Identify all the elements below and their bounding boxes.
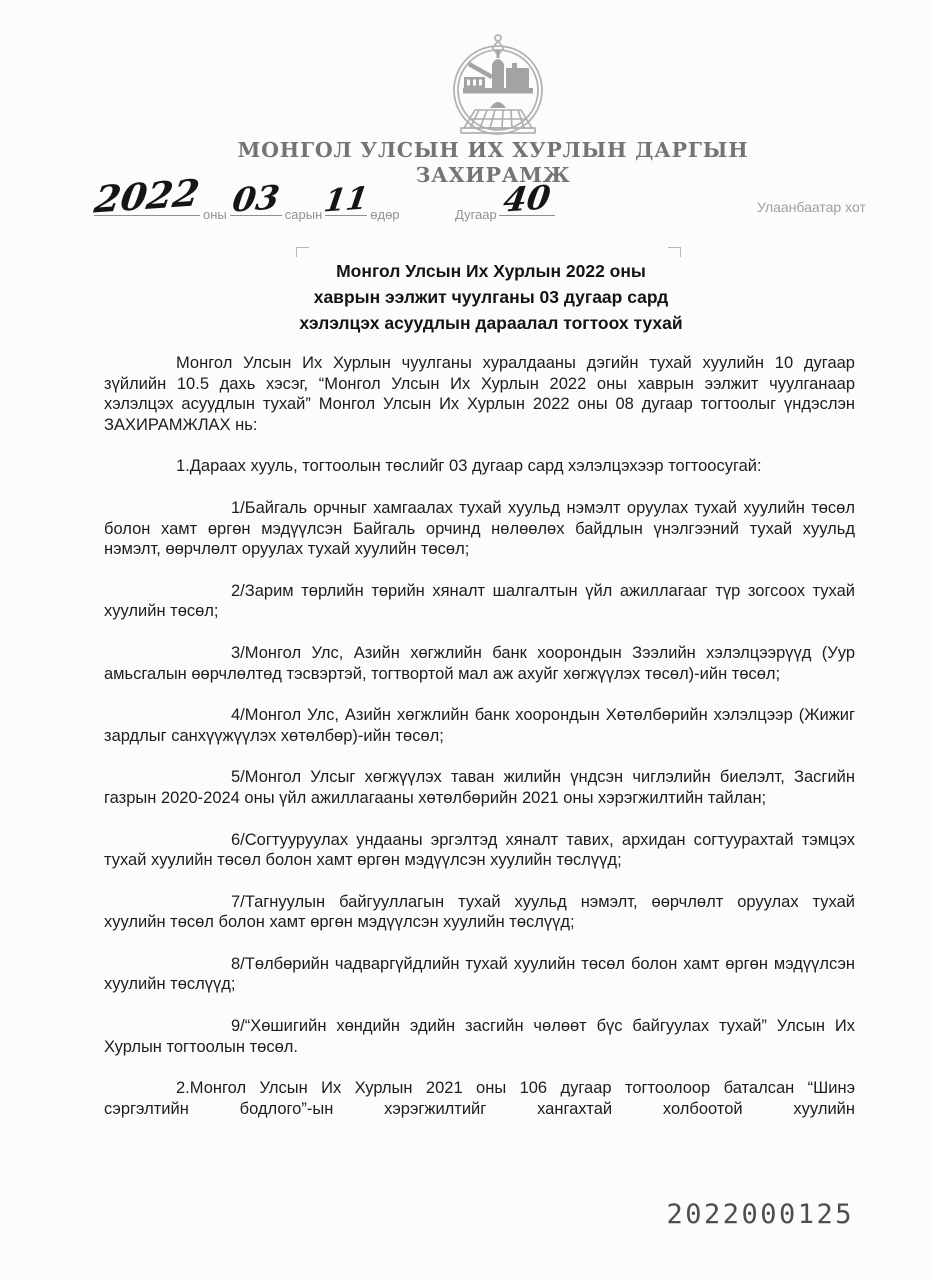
month-label: сарын [284,207,323,222]
day-handwritten-value: 11 [321,180,371,220]
paragraph-item-5: 5/Монгол Улсыг хөгжүүлэх таван жилийн үндсэн чиглэлийн биелэлт, Засгийн газрын 2020-2024 оны үйл ажиллагааны хөтөлбөрийн 2021 оны хэрэгжилтийн тайлан; [104,768,855,807]
paragraph-item-4: 4/Монгол Улс, Азийн хөгжлийн банк хоорондын Хөтөлбөрийн хэлэлцээр (Жижиг зардлыг санхүүжүүлэх хөтөлбөр)-ийн төсөл; [104,706,855,745]
number-label: Дугаар [455,207,497,222]
document-title-line1: Монгол Улсын Их Хурлын 2022 оны [336,261,646,281]
paragraph-item-7: 7/Тагнуулын байгууллагын тухай хуульд нэмэлт, өөрчлөлт оруулах тухай хуулийн төсөл болон хамт өргөн мэдүүлсэн хуулийн төслүүд; [104,892,855,932]
year-field [91,167,203,222]
day-label: өдөр [370,207,400,222]
document-number-group [452,168,555,222]
day-field [321,167,371,220]
state-emblem-icon [439,28,557,140]
paragraph-item-8: 8/Төлбөрийн чадваргүйдлийн тухай хуулийн төсөл болон хамт өргөн мэдүүлсэн хуулийн төслүүд; [104,954,855,994]
document-title [26,258,930,336]
paragraph-item-3: 3/Монгол Улс, Азийн хөгжлийн банк хоорондын Зээлийн хэлэлцээрүүд (Уур амьсгалын өөрчлөлтөд тэсвэртэй, тогтвортой мал аж ахуйг хөгжүүлэх төсөл)-ийн төсөл; [104,643,855,683]
paragraph-item-1: 1/Байгаль орчныг хамгаалах тухай хуульд нэмэлт оруулах тухай хуулийн төсөл болон хамт өргөн мэдүүлсэн Байгаль орчинд нөлөөлөх байдлын үнэлгээний тухай хуульд нэмэлт, өөрчлөлт оруулах тухай хуулийн төсөл; [104,498,855,559]
year-label: оны [203,207,227,222]
number-handwritten-value: 40 [500,177,553,220]
paragraph-item-9: 9/“Хөшигийн хөндийн эдийн засгийн чөлөөт бүс байгуулах тухай” Улсын Их Хурлын тогтоолын төсөл. [104,1017,855,1056]
number-field [499,167,555,220]
paragraph-item-2: 2/Зарим төрлийн төрийн хяналт шалгалтын үйл ажиллагааг түр зогсоох тухай хуулийн төсөл; [104,581,855,621]
paragraph-intro: Монгол Улсын Их Хурлын чуулганы хуралдааны дэгийн тухай хуулийн 10 дугаар зүйлийн 10.5 дахь хэсэг, “Монгол Улсын Их Хурлын 2022 оны хаврын ээлжит чуулганаар хэлэлцэх асуудлын тухай” Монгол Улсын Их Хурлын 2022 оны 08 дугаар тогтоолыг үндэслэн ЗАХИРАМЖЛАХ нь: [104,354,855,434]
org-title-line1: МОНГОЛ УЛСЫН ИХ ХУРЛЫН ДАРГЫН [237,138,749,162]
crop-mark-right [668,247,681,257]
paragraph-clause-2: 2.Монгол Улсын Их Хурлын 2021 оны 106 дугаар тогтоолоор баталсан “Шинэ сэргэлтийн бодлого”-ын хэрэгжилтийг хангахтай холбоотой хуулийн [104,1079,855,1118]
month-handwritten-value: 03 [229,177,282,220]
document-body [104,353,855,1140]
paragraph-item-6: 6/Согтууруулах ундааны эргэлтэд хяналт тавих, архидан согтуурахтай тэмцэх тухай хуулийн төсөл болон хамт өргөн мэдүүлсэн хуулийн төслүүд; [104,830,855,870]
date-row [91,168,403,222]
org-title-line2: ЗАХИРАМЖ [415,163,571,187]
paragraph-clause-1: 1.Дараах хууль, тогтоолын төслийг 03 дугаар сард хэлэлцэхээр тогтоосугай: [176,457,762,476]
serial-number: 2022000125 [666,1199,854,1230]
year-handwritten-value: 2022 [91,170,203,222]
document-title-line3: хэлэлцэх асуудлын дараалал тогтоох тухай [299,313,683,333]
city-label: Улаанбаатар хот [757,199,866,215]
document-title-line2: хаврын ээлжит чуулганы 03 дугаар сард [313,287,669,307]
month-field [229,167,282,220]
crop-mark-left [296,247,309,257]
